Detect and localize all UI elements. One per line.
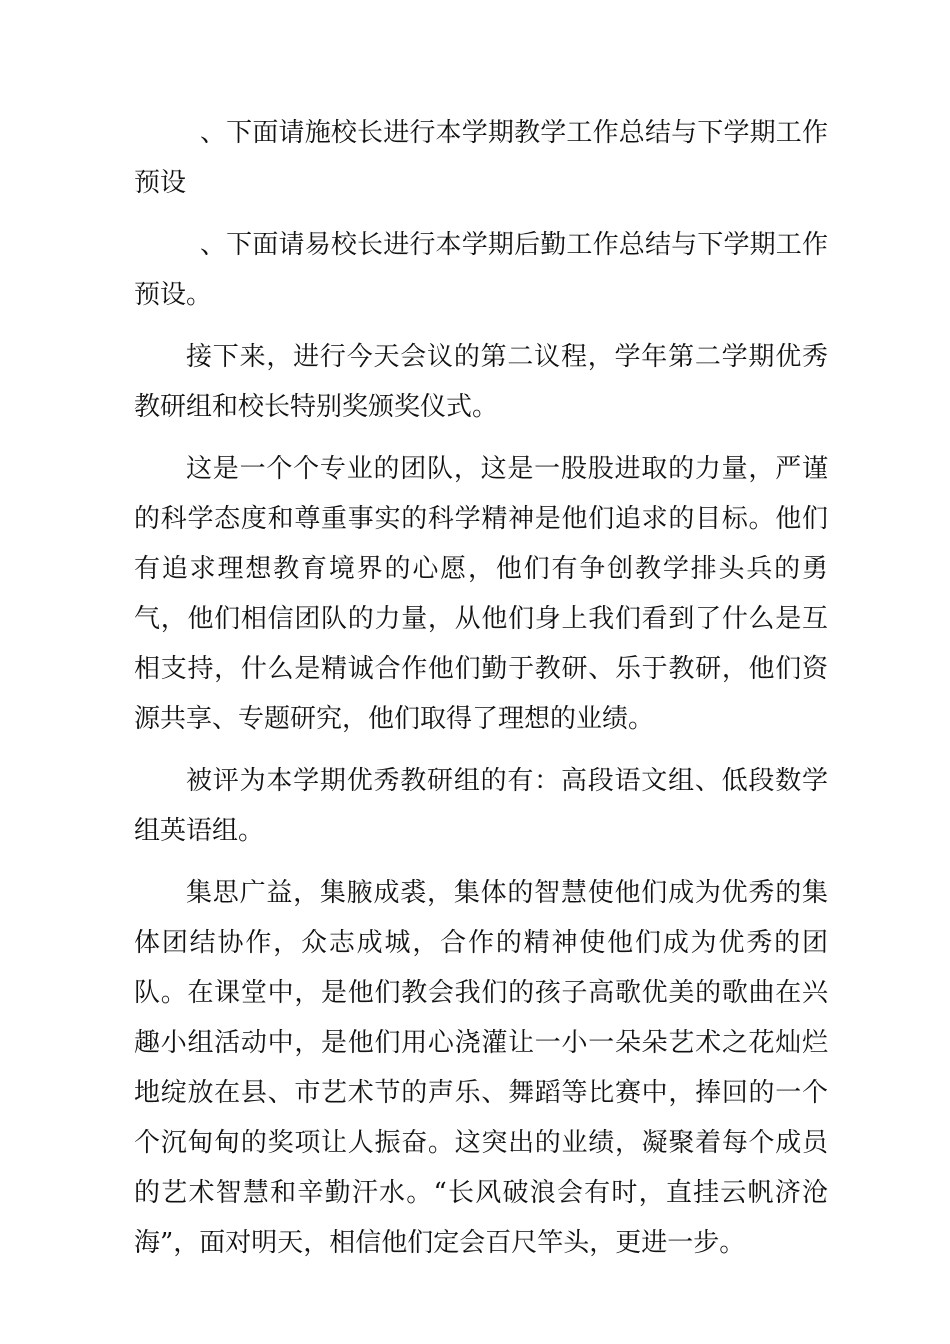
document-page	[134, 108, 828, 1280]
paragraph-second-agenda: 接下来，进行今天会议的第二议程，学年第二学期优秀教研组和校长特别奖颁奖仪式。	[134, 342, 828, 422]
paragraph-award-groups: 被评为本学期优秀教研组的有：高段语文组、低段数学组英语组。	[134, 766, 828, 846]
paragraph-logistics-summary: 、下面请易校长进行本学期后勤工作总结与下学期工作预设。	[134, 230, 828, 310]
paragraph-art-group-praise: 集思广益，集腋成裘，集体的智慧使他们成为优秀的集体团结协作，众志成城，合作的精神使他们成为优秀的团队。在课堂中，是他们教会我们的孩子高歌优美的歌曲在兴趣小组活动中，是他们用心浇灌让一小一朵朵艺术之花灿烂地绽放在县、市艺术节的声乐、舞蹈等比赛中，捧回的一个个沉甸甸的奖项让人振奋。这突出的业绩，凝聚着每个成员的艺术智慧和辛勤汗水。“长风破浪会有时，直挂云帆济沧海”，面对明天，相信他们定会百尺竿头，更进一步。	[134, 878, 828, 1258]
paragraph-team-praise: 这是一个个专业的团队，这是一股股进取的力量，严谨的科学态度和尊重事实的科学精神是他们追求的目标。他们有追求理想教育境界的心愿，他们有争创教学排头兵的勇气，他们相信团队的力量，从他们身上我们看到了什么是互相支持，什么是精诚合作他们勤于教研、乐于教研，他们资源共享、专题研究，他们取得了理想的业绩。	[134, 454, 828, 734]
paragraph-teaching-summary: 、下面请施校长进行本学期教学工作总结与下学期工作预设	[134, 118, 828, 198]
